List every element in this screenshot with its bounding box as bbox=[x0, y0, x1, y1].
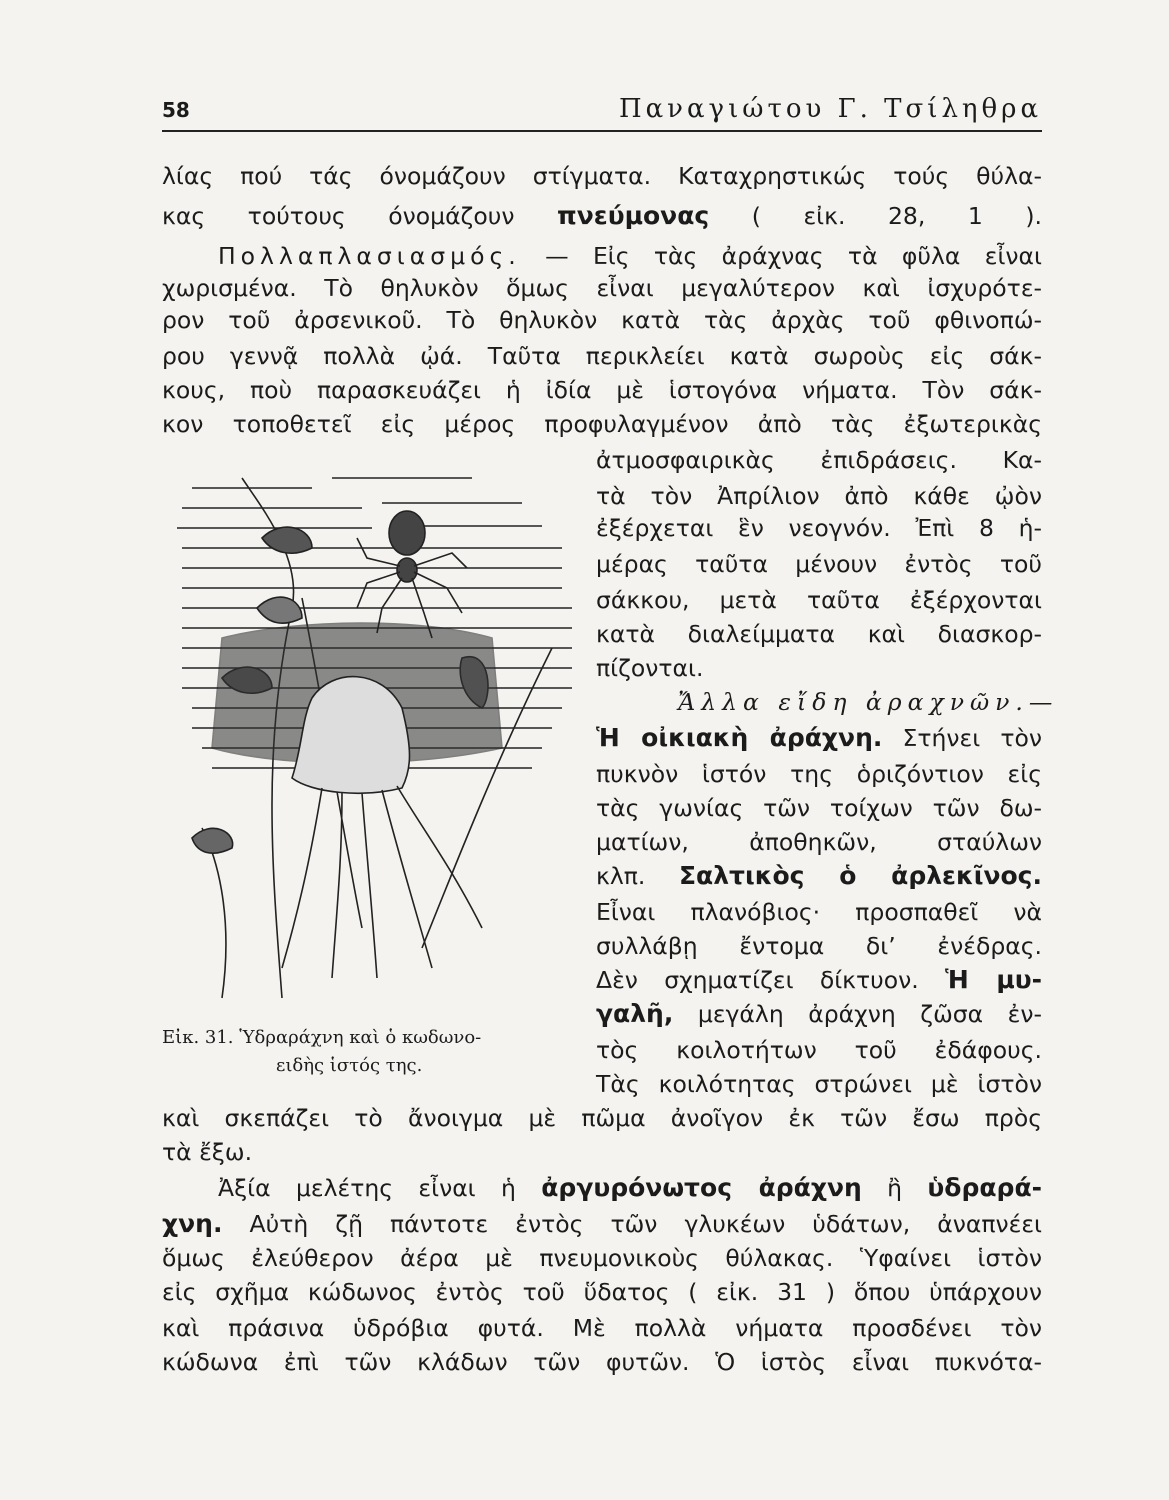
running-title: Παναγιώτου Γ. Τσίληθρα bbox=[618, 94, 1042, 124]
text-line: σάκκου, μετὰ ταῦτα ἐξέρχονται bbox=[596, 586, 1042, 614]
section-heading-line bbox=[162, 240, 1042, 272]
text-line: κατὰ διαλείμματα καὶ διασκορ- bbox=[596, 620, 1042, 648]
text-line bbox=[596, 860, 1042, 892]
text-span: κλπ. bbox=[596, 862, 646, 890]
bold-term: Ἡ οἰκιακὴ ἀράχνη. bbox=[596, 723, 883, 752]
text-line: ρου γεννᾷ πολλὰ ᾠά. Ταῦτα περικλείει κατὰ σωροὺς εἰς σάκ- bbox=[162, 342, 1042, 370]
water-spider-illustration bbox=[162, 448, 582, 1018]
bold-term: Ἡ μυ- bbox=[945, 965, 1042, 994]
bold-term: πνεύμονας bbox=[557, 201, 710, 230]
text-line: πίζονται. bbox=[596, 654, 704, 682]
text-line: τὰς γωνίας τῶν τοίχων τῶν δω- bbox=[596, 794, 1042, 822]
text-line: καὶ πράσινα ὑδρόβια φυτά. Μὲ πολλὰ νήματα προσδένει τὸν bbox=[162, 1314, 1042, 1342]
text-line: πυκνὸν ἱστόν της ὁριζόντιον εἰς bbox=[596, 760, 1042, 788]
text-line: τὰ ἔξω. bbox=[162, 1138, 253, 1166]
header-rule bbox=[162, 130, 1042, 132]
text-line: ρον τοῦ ἀρσενικοῦ. Τὸ θηλυκὸν κατὰ τὰς ἀρχὰς τοῦ φθινοπώ- bbox=[162, 306, 1042, 334]
text-line: ματίων, ἀποθηκῶν, σταύλων bbox=[596, 828, 1042, 856]
text-line: κον τοποθετεῖ εἰς μέρος προφυλαγμένον ἀπὸ τὰς ἐξωτερικὰς bbox=[162, 410, 1042, 438]
subsection-heading-line bbox=[596, 686, 1059, 718]
text-span: Ἀξία μελέτης εἶναι ἡ bbox=[218, 1174, 516, 1202]
text-span: Αὐτὴ ζῇ πάντοτε ἐντὸς τῶν γλυκέων ὑδάτων, ἀναπνέει bbox=[249, 1210, 1042, 1238]
text-line: μέρας ταῦτα μένουν ἐντὸς τοῦ bbox=[596, 550, 1042, 578]
text-span: ( εἰκ. 28, 1 ). bbox=[751, 202, 1042, 230]
text-line: τὰ τὸν Ἀπρίλιον ἀπὸ κάθε ᾠὸν bbox=[596, 482, 1042, 510]
text-line: καὶ σκεπάζει τὸ ἄνοιγμα μὲ πῶμα ἀνοῖγον ἐκ τῶν ἔσω πρὸς bbox=[162, 1104, 1042, 1132]
bold-term: γαλῆ, bbox=[596, 999, 674, 1028]
text-line: Τὰς κοιλότητας στρώνει μὲ ἱστὸν bbox=[596, 1070, 1042, 1098]
text-line: ἀτμοσφαιρικὰς ἐπιδράσεις. Κα- bbox=[596, 446, 1042, 474]
text-line: ἐξέρχεται ἓν νεογνόν. Ἐπὶ 8 ἡ- bbox=[596, 514, 1042, 542]
text-span: — Εἰς τὰς ἀράχνας τὰ φῦλα εἶναι bbox=[545, 242, 1042, 270]
text-line: χωρισμένα. Τὸ θηλυκὸν ὅμως εἶναι μεγαλύτερον καὶ ἰσχυρότε- bbox=[162, 274, 1042, 302]
text-line: κους, ποὺ παρασκευάζει ἡ ἰδία μὲ ἱστογόνα νήματα. Τὸν σάκ- bbox=[162, 376, 1042, 404]
text-line: λίας πού τάς όνομάζουν στίγματα. Καταχρηστικώς τούς θύλα- bbox=[162, 162, 1042, 190]
subsection-heading: Ἄλλα εἴδη ἀραχνῶν.— bbox=[678, 688, 1059, 716]
text-span: Δὲν σχηματίζει δίκτυον. bbox=[596, 966, 919, 994]
text-line bbox=[596, 998, 1042, 1030]
bold-term: ἀργυρόνωτος ἀράχνη bbox=[541, 1173, 862, 1202]
text-line: ὅμως ἐλεύθερον ἀέρα μὲ πνευμονικοὺς θύλακας. Ὑφαίνει ἱστὸν bbox=[162, 1244, 1042, 1272]
text-line bbox=[596, 722, 1042, 754]
text-line bbox=[162, 200, 1042, 232]
text-line: κώδωνα ἐπὶ τῶν κλάδων τῶν φυτῶν. Ὁ ἱστὸς εἶναι πυκνότα- bbox=[162, 1348, 1042, 1376]
spider-figure bbox=[162, 448, 582, 1018]
text-span: ἢ bbox=[887, 1174, 903, 1202]
bold-term: χνη. bbox=[162, 1209, 223, 1238]
text-span: Στήνει τὸν bbox=[902, 724, 1042, 752]
text-line bbox=[162, 1208, 1042, 1240]
bold-term: Σαλτικὸς ὁ ἀρλεκῖνος. bbox=[678, 861, 1042, 890]
text-line: εἰς σχῆμα κώδωνος ἐντὸς τοῦ ὕδατος ( εἰκ. 31 ) ὅπου ὑπάρχουν bbox=[162, 1278, 1042, 1306]
page-header bbox=[162, 94, 1042, 130]
text-line: συλλάβῃ ἔντομα δι’ ἐνέδρας. bbox=[596, 932, 1042, 960]
caption-line-2: ειδὴς ἱστός της. bbox=[276, 1055, 423, 1076]
text-span: μεγάλη ἀράχνη ζῶσα ἐν- bbox=[697, 1000, 1042, 1028]
bold-term: ὑδραρά- bbox=[927, 1173, 1042, 1202]
caption-line-1: Εἰκ. 31. Ὑδραράχνη καὶ ὁ κωδωνο- bbox=[162, 1027, 482, 1048]
text-line bbox=[162, 1172, 1042, 1204]
page-number: 58 bbox=[162, 98, 190, 122]
text-line bbox=[596, 964, 1042, 996]
figure-caption bbox=[162, 1024, 582, 1080]
text-line: Εἶναι πλανόβιος· προσπαθεῖ νὰ bbox=[596, 898, 1042, 926]
section-heading: Πολλαπλασιασμός. bbox=[218, 242, 521, 270]
text-span: κας τούτους όνομάζουν bbox=[162, 202, 515, 230]
text-line: τὸς κοιλοτήτων τοῦ ἐδάφους. bbox=[596, 1036, 1042, 1064]
